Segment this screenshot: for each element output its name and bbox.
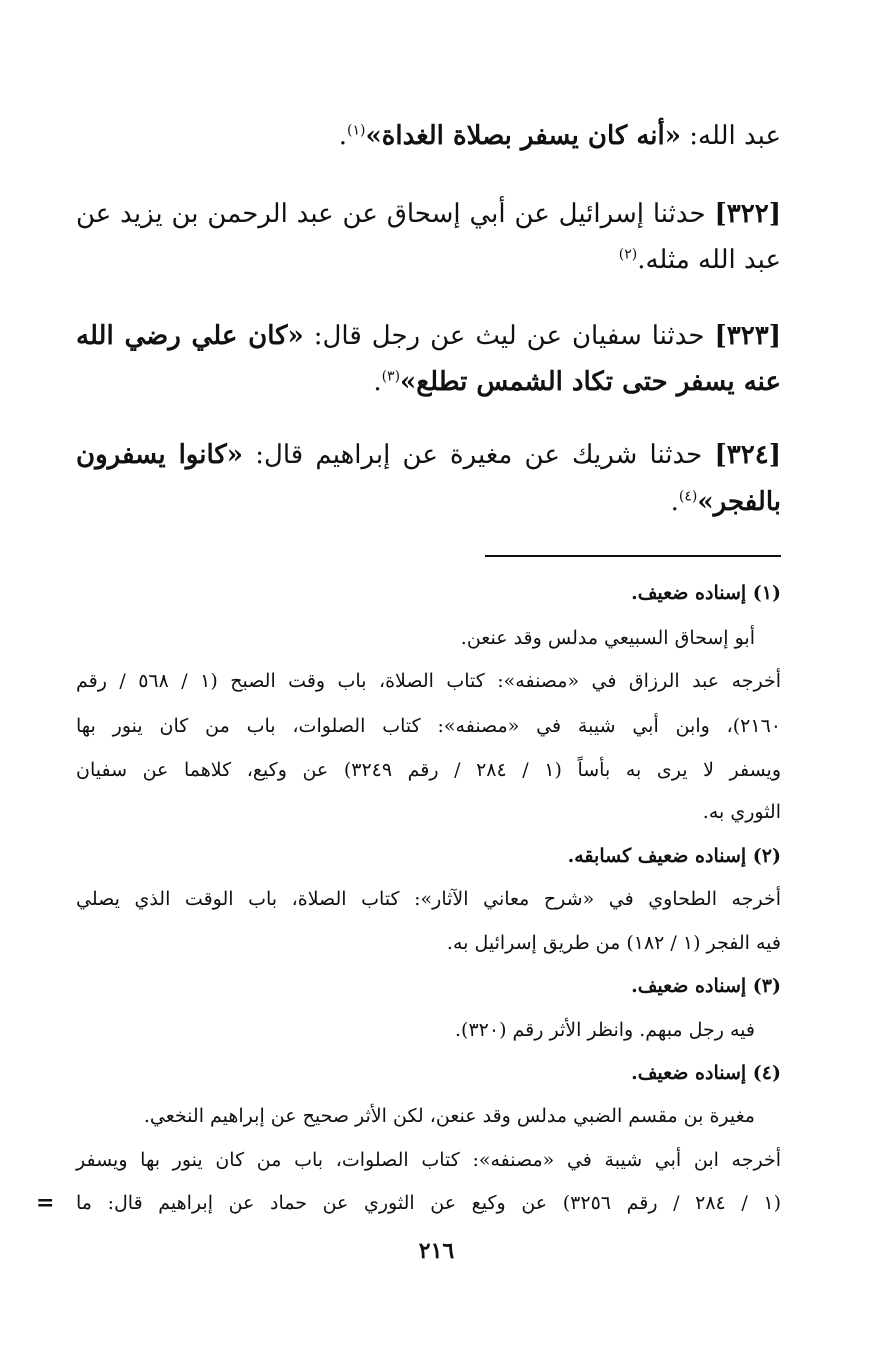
paragraph-324-line1: [76, 437, 781, 473]
quote-text: عنه يسفر حتى تكاد الشمس تطلع»: [400, 367, 781, 397]
quote-text: «أنه كان يسفر بصلاة الغداة»: [365, 121, 681, 151]
narration-text: حدثنا شريك عن مغيرة عن إبراهيم قال:: [243, 440, 715, 470]
footnote-2-line: فيه الفجر (١ / ١٨٢) من طريق إسرائيل به.: [446, 932, 781, 954]
footnote-3-line: فيه رجل مبهم. وانظر الأثر رقم (٣٢٠).: [455, 1019, 755, 1041]
footnote-2-line: أخرجه الطحاوي في «شرح معاني الآثار»: كتاب الصلاة، باب الوقت الذي يصلي: [76, 888, 781, 910]
footnote-4-line: أخرجه ابن أبي شيبة في «مصنفه»: كتاب الصلوات، باب من كان ينور بها ويسفر: [76, 1149, 781, 1171]
sentence-end: .: [670, 487, 679, 517]
footnote-1-line: الثوري به.: [702, 801, 781, 823]
continuation-mark: =: [36, 1190, 55, 1216]
quote-text: «كان علي رضي الله: [76, 321, 304, 351]
paragraph-322-line2: [619, 242, 781, 278]
narration-text: عبد الله مثله.: [637, 245, 781, 275]
paragraph-321-tail: [339, 118, 781, 154]
footnote-ref-4: (٤): [678, 488, 698, 505]
paragraph-322-line1: [76, 196, 781, 232]
narration-text: حدثنا إسرائيل عن أبي إسحاق عن عبد الرحمن بن يزيد عن: [76, 199, 715, 229]
footnote-3-heading: (٣) إسناده ضعيف.: [631, 975, 781, 997]
footnote-4-heading: (٤) إسناده ضعيف.: [631, 1062, 781, 1084]
narration-number: [٣٢٢]: [714, 199, 781, 229]
footnote-1-line: ٢١٦٠)، وابن أبي شيبة في «مصنفه»: كتاب الصلوات، باب من كان ينور بها: [76, 715, 781, 737]
footnote-1-line: أبو إسحاق السبيعي مدلس وقد عنعن.: [460, 627, 755, 649]
narration-number: [٣٢٣]: [714, 321, 781, 351]
sentence-end: .: [373, 367, 382, 397]
narration-number: [٣٢٤]: [714, 440, 781, 470]
quote-text: بالفجر»: [697, 487, 781, 517]
paragraph-323-line1: [76, 318, 781, 354]
footnote-4-line: مغيرة بن مقسم الضبي مدلس وقد عنعن، لكن الأثر صحيح عن إبراهيم النخعي.: [143, 1105, 755, 1127]
footnote-ref-1: (١): [347, 122, 366, 139]
quote-text: «كانوا يسفرون: [76, 440, 244, 470]
page-number: ٢١٦: [418, 1238, 455, 1264]
paragraph-323-line2: [373, 364, 781, 400]
sentence-end: .: [338, 121, 347, 151]
footnote-4-line: (١ / ٢٨٤ / رقم ٣٢٥٦) عن وكيع عن الثوري عن حماد عن إبراهيم قال: ما: [76, 1192, 781, 1214]
footnote-1-heading: (١) إسناده ضعيف.: [631, 582, 781, 604]
paragraph-324-line2: [671, 484, 781, 520]
footnote-ref-2: (٢): [618, 246, 638, 263]
footnote-1-line: ويسفر لا يرى به بأساً (١ / ٢٨٤ / رقم ٣٢٤٩) عن وكيع، كلاهما عن سفيان: [76, 759, 781, 781]
footnote-1-line: أخرجه عبد الرزاق في «مصنفه»: كتاب الصلاة، باب وقت الصبح (١ / ٥٦٨ / رقم: [76, 670, 782, 692]
footnote-separator: [485, 555, 781, 557]
narration-text: حدثنا سفيان عن ليث عن رجل قال:: [303, 321, 715, 351]
footnote-ref-3: (٣): [381, 368, 401, 385]
footnote-2-heading: (٢) إسناده ضعيف كسابقه.: [567, 845, 781, 867]
paragraph-lead: عبد الله:: [681, 121, 781, 151]
